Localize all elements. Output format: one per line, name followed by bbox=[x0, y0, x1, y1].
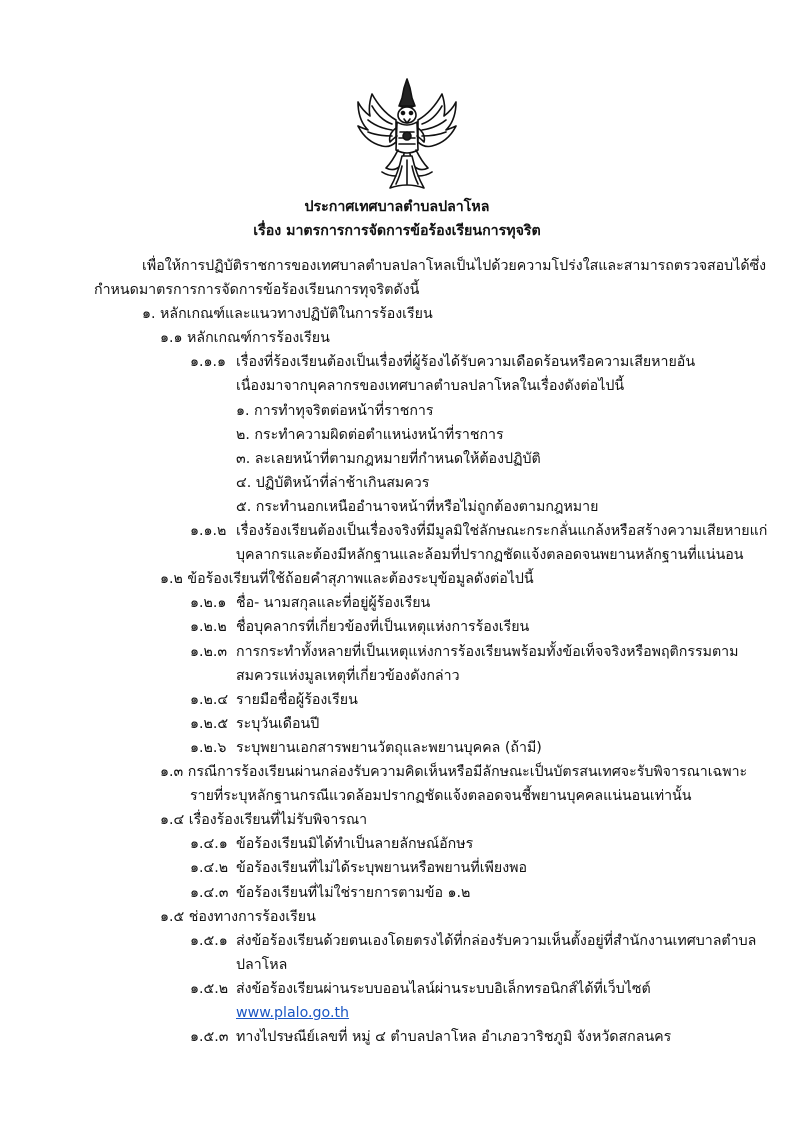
item-text: รายมือชื่อผู้ร้องเรียน bbox=[236, 692, 358, 708]
list-item: ๔. ปฏิบัติหน้าที่ล่าช้าเกินสมควร bbox=[236, 475, 430, 491]
item-number: ๑.๕.๑ bbox=[190, 933, 228, 949]
item-number: ๑.๒.๓ bbox=[190, 644, 228, 660]
item-number: ๑.๒.๑ bbox=[190, 595, 227, 611]
section-1-5-heading: ๑.๕ ช่องทางการร้องเรียน bbox=[160, 909, 316, 925]
section-1-1-heading: ๑.๑ หลักเกณฑ์การร้องเรียน bbox=[160, 330, 330, 346]
item-number: ๑.๑.๒ bbox=[190, 523, 227, 539]
item-text: ส่งข้อร้องเรียนผ่านระบบออนไลน์ผ่านระบบอิเล็กทรอนิกส์ได้ที่เว็บไซต์ bbox=[236, 981, 651, 997]
item-number: ๑.๔.๒ bbox=[190, 860, 229, 876]
item-number: ๑.๒.๖ bbox=[190, 740, 227, 756]
section-1-2-heading: ๑.๒ ข้อร้องเรียนที่ใช้ถ้อยคำสุภาพและต้องระบุข้อมูลดังต่อไปนี้ bbox=[160, 571, 534, 587]
item-text: ข้อร้องเรียนที่ไม่ได้ระบุพยานหรือพยานที่เพียงพอ bbox=[236, 860, 528, 876]
item-number: ๑.๔.๓ bbox=[190, 885, 229, 901]
item-text: ข้อร้องเรียนที่ไม่ใช่รายการตามข้อ ๑.๒ bbox=[236, 885, 471, 901]
item-text: ข้อร้องเรียนมิได้ทำเป็นลายลักษณ์อักษร bbox=[236, 836, 474, 852]
item-number: ๑.๒.๒ bbox=[190, 619, 227, 635]
item-number: ๑.๔.๑ bbox=[190, 836, 228, 852]
item-number: ๑.๕.๓ bbox=[190, 1029, 229, 1045]
list-item: ๕. กระทำนอกเหนืออำนาจหน้าที่หรือไม่ถูกต้องตามกฎหมาย bbox=[236, 499, 599, 515]
item-text: การกระทำทั้งหลายที่เป็นเหตุแห่งการร้องเรียนพร้อมทั้งข้อเท็จจริงหรือพฤติกรรมตาม bbox=[236, 644, 739, 660]
item-text: ระบุวันเดือนปี bbox=[236, 716, 320, 732]
item-text: ชื่อบุคลากรที่เกี่ยวข้องที่เป็นเหตุแห่งการร้องเรียน bbox=[236, 619, 530, 635]
list-item: ๒. กระทำความผิดต่อตำแหน่งหน้าที่ราชการ bbox=[236, 427, 504, 443]
item-text: ชื่อ- นามสกุลและที่อยู่ผู้ร้องเรียน bbox=[236, 595, 431, 611]
section-1-4-heading: ๑.๔ เรื่องร้องเรียนที่ไม่รับพิจารณา bbox=[160, 812, 368, 828]
section-1-3-text: รายที่ระบุหลักฐานกรณีแวดล้อมปรากฏชัดแจ้งตลอดจนชี้พยานบุคคลแน่นอนเท่านั้น bbox=[190, 788, 692, 804]
page-title: ประกาศเทศบาลตำบลปลาโหล bbox=[304, 199, 490, 215]
item-text: ทางไปรษณีย์เลขที่ หมู่ ๔ ตำบลปลาโหล อำเภอวาริชภูมิ จังหวัดสกลนคร bbox=[236, 1029, 672, 1045]
item-text: สมควรแห่งมูลเหตุที่เกี่ยวข้องดังกล่าว bbox=[236, 668, 460, 684]
list-item: ๑. การทำทุจริตต่อหน้าที่ราชการ bbox=[236, 403, 434, 419]
item-text: ปลาโหล bbox=[236, 957, 288, 973]
item-text: เรื่องที่ร้องเรียนต้องเป็นเรื่องที่ผู้ร้องได้รับความเดือดร้อนหรือความเสียหายอัน bbox=[236, 354, 696, 370]
item-number: ๑.๕.๒ bbox=[190, 981, 229, 997]
item-text: บุคลากรและต้องมีหลักฐานและล้อมที่ปรากฏชัดแจ้งตลอดจนพยานหลักฐานที่แน่นอน bbox=[236, 547, 744, 563]
item-text: ระบุพยานเอกสารพยานวัตถุและพยานบุคคล (ถ้ามี) bbox=[236, 740, 542, 756]
website-link[interactable]: www.plalo.go.th bbox=[236, 1005, 350, 1021]
list-item: ๓. ละเลยหน้าที่ตามกฎหมายที่กำหนดให้ต้องปฏิบัติ bbox=[236, 451, 541, 467]
section-1-heading: ๑. หลักเกณฑ์และแนวทางปฏิบัติในการร้องเรียน bbox=[142, 306, 433, 322]
garuda-emblem-icon bbox=[352, 76, 462, 194]
item-text: ส่งข้อร้องเรียนด้วยตนเองโดยตรงได้ที่กล่องรับความเห็นตั้งอยู่ที่สำนักงานเทศบาลตำบล bbox=[236, 933, 757, 949]
section-1-3-text: ๑.๓ กรณีการร้องเรียนผ่านกล่องรับความคิดเห็นหรือมีลักษณะเป็นบัตรสนเทศจะรับพิจารณาเฉพาะ bbox=[160, 764, 748, 780]
item-text: เนื่องมาจากบุคลากรของเทศบาลตำบลปลาโหลในเรื่องดังต่อไปนี้ bbox=[236, 378, 625, 394]
item-number: ๑.๑.๑ bbox=[190, 354, 227, 370]
item-number: ๑.๒.๕ bbox=[190, 716, 229, 732]
intro-line-2: กำหนดมาตรการการจัดการข้อร้องเรียนการทุจริตดังนี้ bbox=[94, 282, 420, 298]
item-number: ๑.๒.๔ bbox=[190, 692, 229, 708]
page-subject: เรื่อง มาตรการการจัดการข้อร้องเรียนการทุจริต bbox=[253, 223, 541, 239]
intro-line-1: เพื่อให้การปฏิบัติราชการของเทศบาลตำบลปลาโหลเป็นไปด้วยความโปร่งใสและสามารถตรวจสอบได้ซึ่ง bbox=[142, 258, 767, 274]
item-text: เรื่องร้องเรียนต้องเป็นเรื่องจริงที่มีมูลมิใช่ลักษณะกระกลั่นแกล้งหรือสร้างความเสียหายแก่ bbox=[236, 523, 768, 539]
